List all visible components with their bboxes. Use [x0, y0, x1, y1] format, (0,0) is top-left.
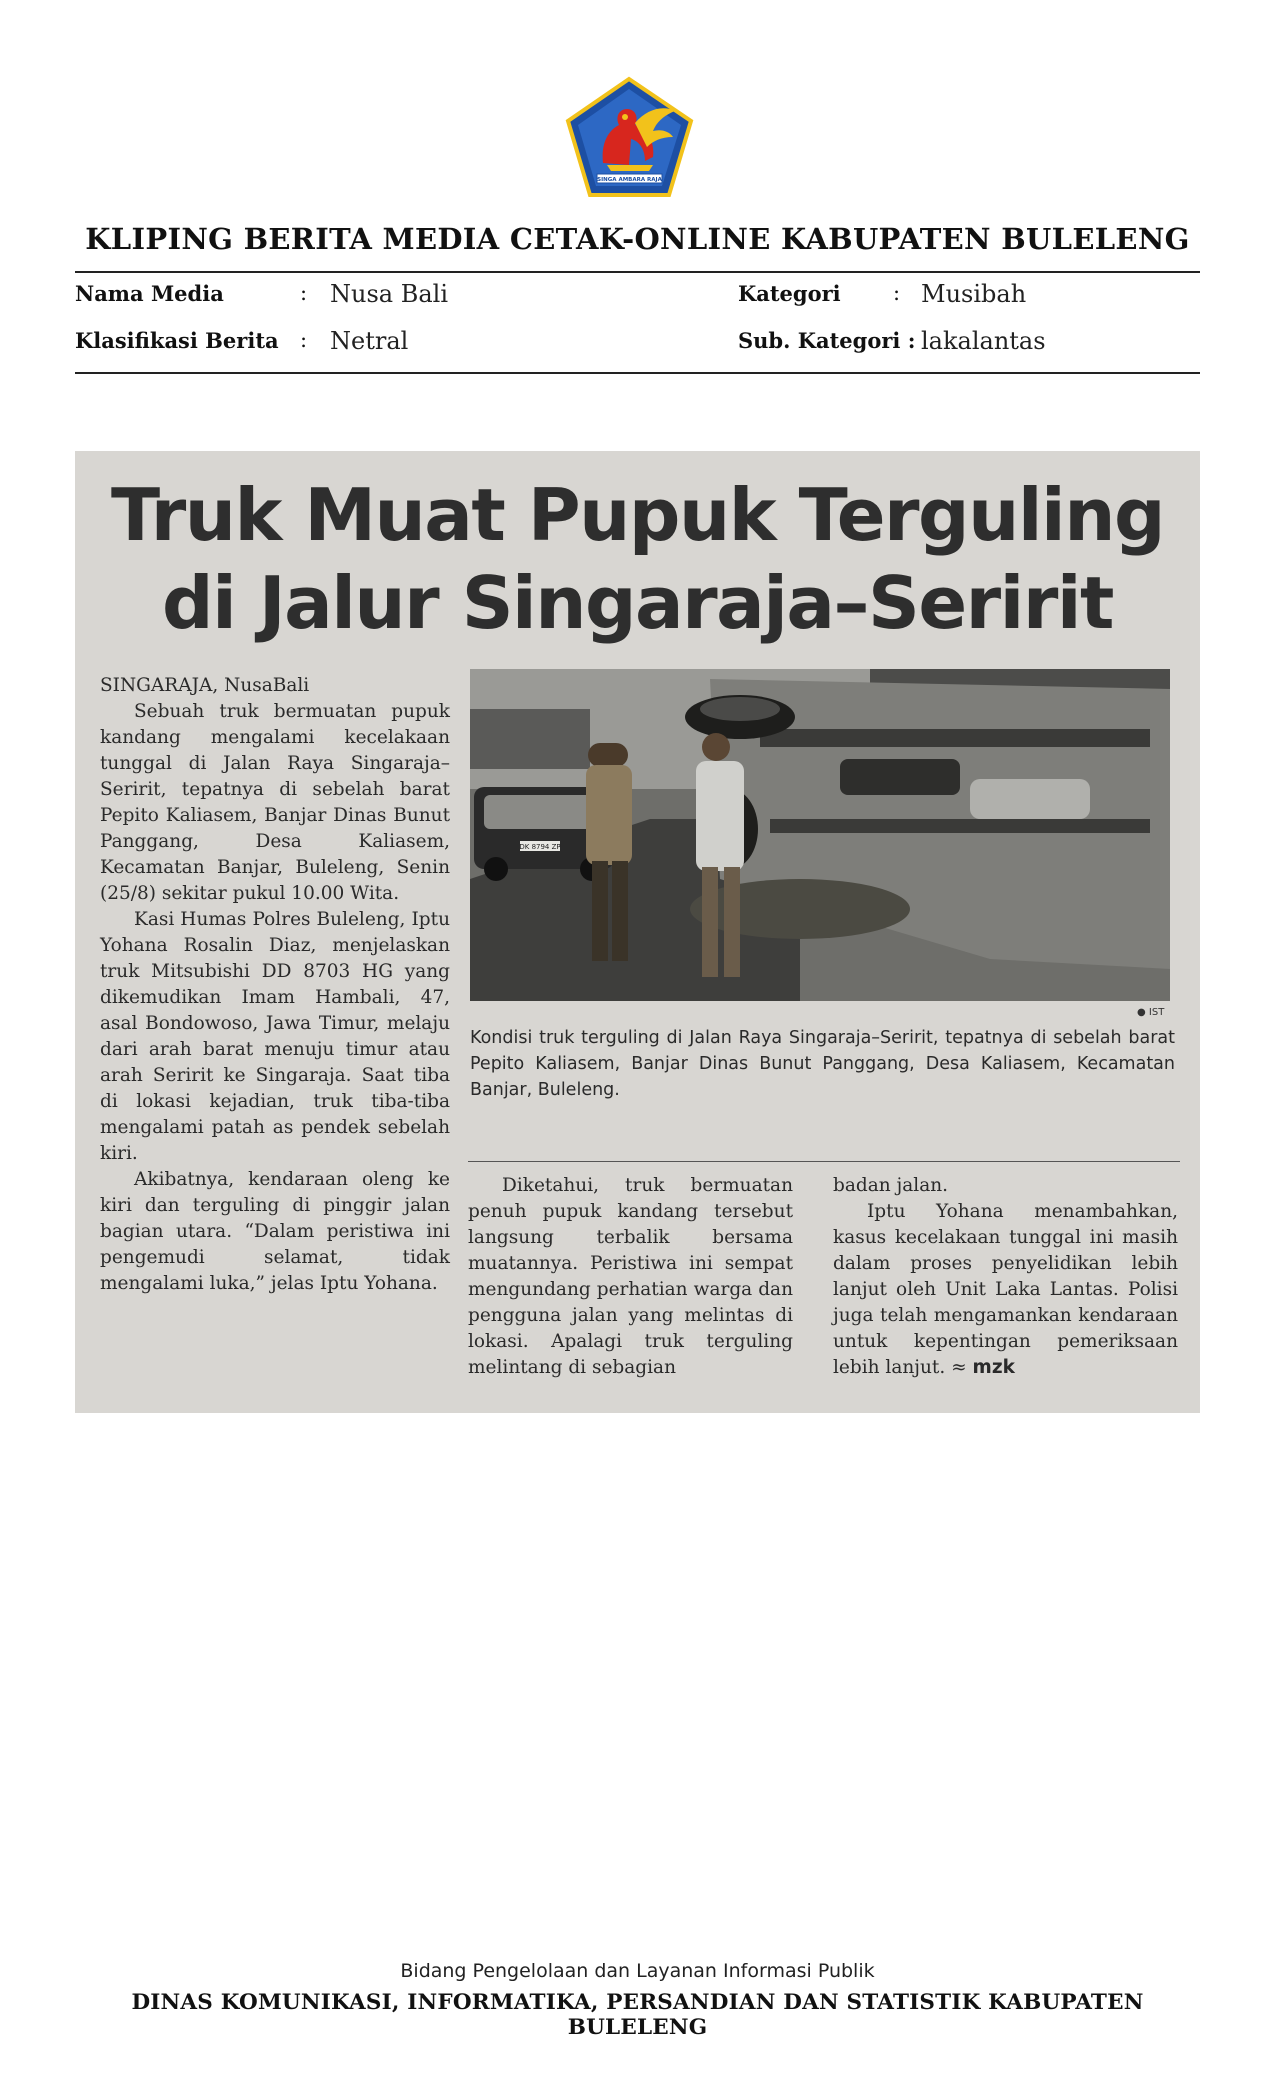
subcategory-label: Sub. Kategori :: [738, 328, 916, 353]
end-mark-icon: ≈: [951, 1357, 967, 1378]
footer-department: Bidang Pengelolaan dan Layanan Informasi Publik: [400, 1960, 875, 1982]
header-divider-bottom: [75, 372, 1200, 374]
overturned-truck-photo: [470, 669, 1170, 1001]
media-name-colon: :: [300, 281, 308, 305]
media-name-label: Nama Media: [75, 281, 224, 306]
classification-value: Netral: [330, 327, 409, 355]
media-name-value: Nusa Bali: [330, 280, 449, 308]
buleleng-emblem-logo: [563, 75, 696, 199]
article-paragraph: Kasi Humas Polres Buleleng, Iptu Yohana Rosalin Diaz, menjelaskan truk Mitsubishi DD 8703 HG yang dikemudikan Imam Hambali, 47, asal Bondowoso, Jawa Timur, melaju dari arah barat menuju timur atau arah Seririt ke Singaraja. Saat tiba di lokasi kejadian, truk tiba-tiba mengalami patah as pendek sebelah kiri.: [100, 909, 450, 1164]
article-paragraph: Diketahui, truk bermuatan penuh pupuk kandang tersebut langsung terbalik bersama muatannya. Peristiwa ini sempat mengundang perhatian warga dan pengguna jalan yang melintas di lokasi. Apalagi truk terguling melintang di sebagian: [468, 1175, 793, 1378]
newspaper-clipping: [75, 451, 1200, 1413]
photo-credit: ● IST: [1137, 1007, 1165, 1018]
car-license-plate-text: DK 8794 ZP: [519, 843, 561, 851]
logo-text: SINGA AMBARA RAJA: [597, 177, 662, 183]
headline-line-2: di Jalur Singaraja–Seririt: [162, 561, 1113, 645]
headline-line-1: Truk Muat Pupuk Terguling: [110, 473, 1164, 557]
article-column-3: [833, 1173, 1178, 1381]
article-paragraph: Sebuah truk bermuatan pupuk kandang mengalami kecelakaan tunggal di Jalan Raya Singaraja–Seririt, tepatnya di sebelah barat Pepito Kaliasem, Banjar Dinas Bunut Panggang, Desa Kaliasem, Kecamatan Banjar, Buleleng, Senin (25/8) sekitar pukul 10.00 Wita.: [100, 701, 450, 904]
article-column-1: [100, 673, 450, 1297]
article-headline: [75, 471, 1200, 647]
article-paragraph-text: Iptu Yohana menambahkan, kasus kecelakaan tunggal ini masih dalam proses penyelidikan lebih lanjut oleh Unit Laka Lantas. Polisi juga telah mengamankan kendaraan untuk kepentingan pemeriksaan lebih lanjut.: [833, 1201, 1178, 1378]
classification-label: Klasifikasi Berita: [75, 328, 279, 353]
header-divider-top: [75, 271, 1200, 273]
classification-colon: :: [300, 328, 308, 352]
category-label: Kategori: [738, 281, 841, 306]
footer-agency: DINAS KOMUNIKASI, INFORMATIKA, PERSANDIAN DAN STATISTIK KABUPATEN BULELENG: [131, 1990, 1144, 2040]
page-title: KLIPING BERITA MEDIA CETAK-ONLINE KABUPATEN BULELENG: [85, 222, 1190, 256]
article-paragraph: Akibatnya, kendaraan oleng ke kiri dan terguling di pinggir jalan bagian utara. “Dalam peristiwa ini pengemudi selamat, tidak mengalami luka,” jelas Iptu Yohana.: [100, 1169, 450, 1294]
article-paragraph: [833, 1199, 1178, 1381]
category-colon: :: [893, 281, 901, 305]
category-value: Musibah: [921, 280, 1027, 308]
article-column-2: [468, 1173, 793, 1381]
article-paragraph-continuation: badan jalan.: [833, 1175, 949, 1196]
photo-caption: Kondisi truk terguling di Jalan Raya Singaraja–Seririt, tepatnya di sebelah barat Pepito Kaliasem, Banjar Dinas Bunut Panggang, Desa Kaliasem, Kecamatan Banjar, Buleleng.: [470, 1028, 1175, 1100]
article-byline: mzk: [972, 1357, 1015, 1378]
caption-divider: [468, 1161, 1180, 1162]
article-dateline: SINGARAJA, NusaBali: [100, 675, 310, 696]
subcategory-value: lakalantas: [921, 327, 1046, 355]
